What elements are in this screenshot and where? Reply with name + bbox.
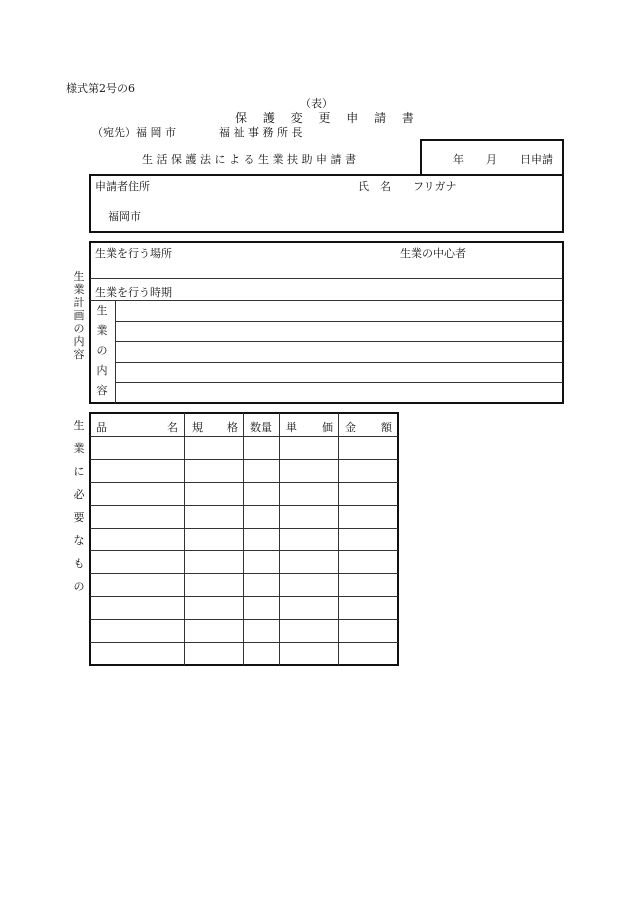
header-amount-1: 金 (345, 421, 356, 434)
business-plan-box (89, 241, 564, 404)
date-month: 月 (486, 153, 497, 166)
table-row-line (90, 528, 398, 529)
business-place-label: 生業を行う場所 (95, 247, 172, 260)
col-divider-spec (243, 413, 244, 665)
header-item-1: 品 (96, 421, 107, 434)
business-content-line-3 (115, 362, 563, 363)
need-side-char: の (73, 580, 85, 593)
header-spec-2: 格 (227, 421, 238, 434)
table-row-line (90, 482, 398, 483)
business-center-person-label: 生業の中心者 (400, 247, 466, 260)
applicant-address-value[interactable]: 福岡市 (108, 210, 141, 223)
header-price-1: 単 (286, 421, 297, 434)
header-price-2: 価 (322, 421, 333, 434)
plan-side-char: 内 (73, 335, 85, 348)
table-row-line (90, 436, 398, 437)
plan-side-char: の (73, 322, 85, 335)
need-side-char: も (73, 557, 85, 570)
plan-side-char: 容 (73, 348, 85, 361)
table-row-line (90, 573, 398, 574)
business-content-line-4 (115, 382, 563, 383)
business-plan-divider-1 (90, 278, 563, 279)
necessities-table (89, 412, 399, 666)
need-side-char: に (73, 465, 85, 478)
need-side-char: な (73, 534, 85, 547)
business-content-line-2 (115, 341, 563, 342)
document-title: 保 護 変 更 申 請 書 (235, 111, 420, 125)
date-box-left (420, 139, 422, 175)
table-row-line (90, 550, 398, 551)
need-side-char: 業 (73, 442, 85, 455)
header-qty: 数量 (250, 421, 272, 434)
content-label-char: 容 (96, 384, 108, 397)
col-divider-item (184, 413, 185, 665)
applicant-furigana-label: フリガナ (413, 180, 457, 193)
business-period-label: 生業を行う時期 (95, 286, 172, 299)
form-id: 様式第2号の6 (66, 82, 135, 95)
applicant-address-label: 申請者住所 (95, 180, 150, 193)
table-row-line (90, 459, 398, 460)
need-side-char: 生 (73, 419, 85, 432)
date-year: 年 (453, 153, 464, 166)
request-title: 生 活 保 護 法 に よ る 生 業 扶 助 申 請 書 (142, 153, 356, 166)
plan-side-char: 画 (73, 309, 85, 322)
content-label-char: 生 (96, 304, 108, 317)
need-side-char: 要 (73, 511, 85, 524)
date-day-apply: 日申請 (520, 153, 553, 166)
content-label-char: 内 (96, 364, 108, 377)
side-label: （表） (300, 97, 333, 110)
plan-side-char: 生 (73, 270, 85, 283)
table-row-line (90, 596, 398, 597)
addressee-office: 福 祉 事 務 所 長 (219, 126, 303, 139)
content-label-char: の (96, 344, 108, 357)
business-plan-divider-2 (90, 300, 563, 301)
need-side-char: 必 (73, 488, 85, 501)
date-box-right (562, 139, 564, 175)
date-box-top (420, 139, 564, 141)
applicant-name-label: 氏 名 (358, 180, 391, 193)
header-amount-2: 額 (381, 421, 392, 434)
plan-side-char: 計 (73, 296, 85, 309)
content-label-char: 業 (96, 324, 108, 337)
plan-side-char: 業 (73, 283, 85, 296)
header-item-2: 名 (167, 421, 178, 434)
addressee-city: （宛先）福 岡 市 (92, 126, 176, 139)
col-divider-qty (279, 413, 280, 665)
business-content-label-divider (115, 300, 116, 403)
applicant-box (89, 174, 564, 233)
col-divider-price (338, 413, 339, 665)
table-row-line (90, 505, 398, 506)
business-content-line-1 (115, 321, 563, 322)
header-spec-1: 規 (192, 421, 203, 434)
table-row-line (90, 642, 398, 643)
table-row-line (90, 619, 398, 620)
